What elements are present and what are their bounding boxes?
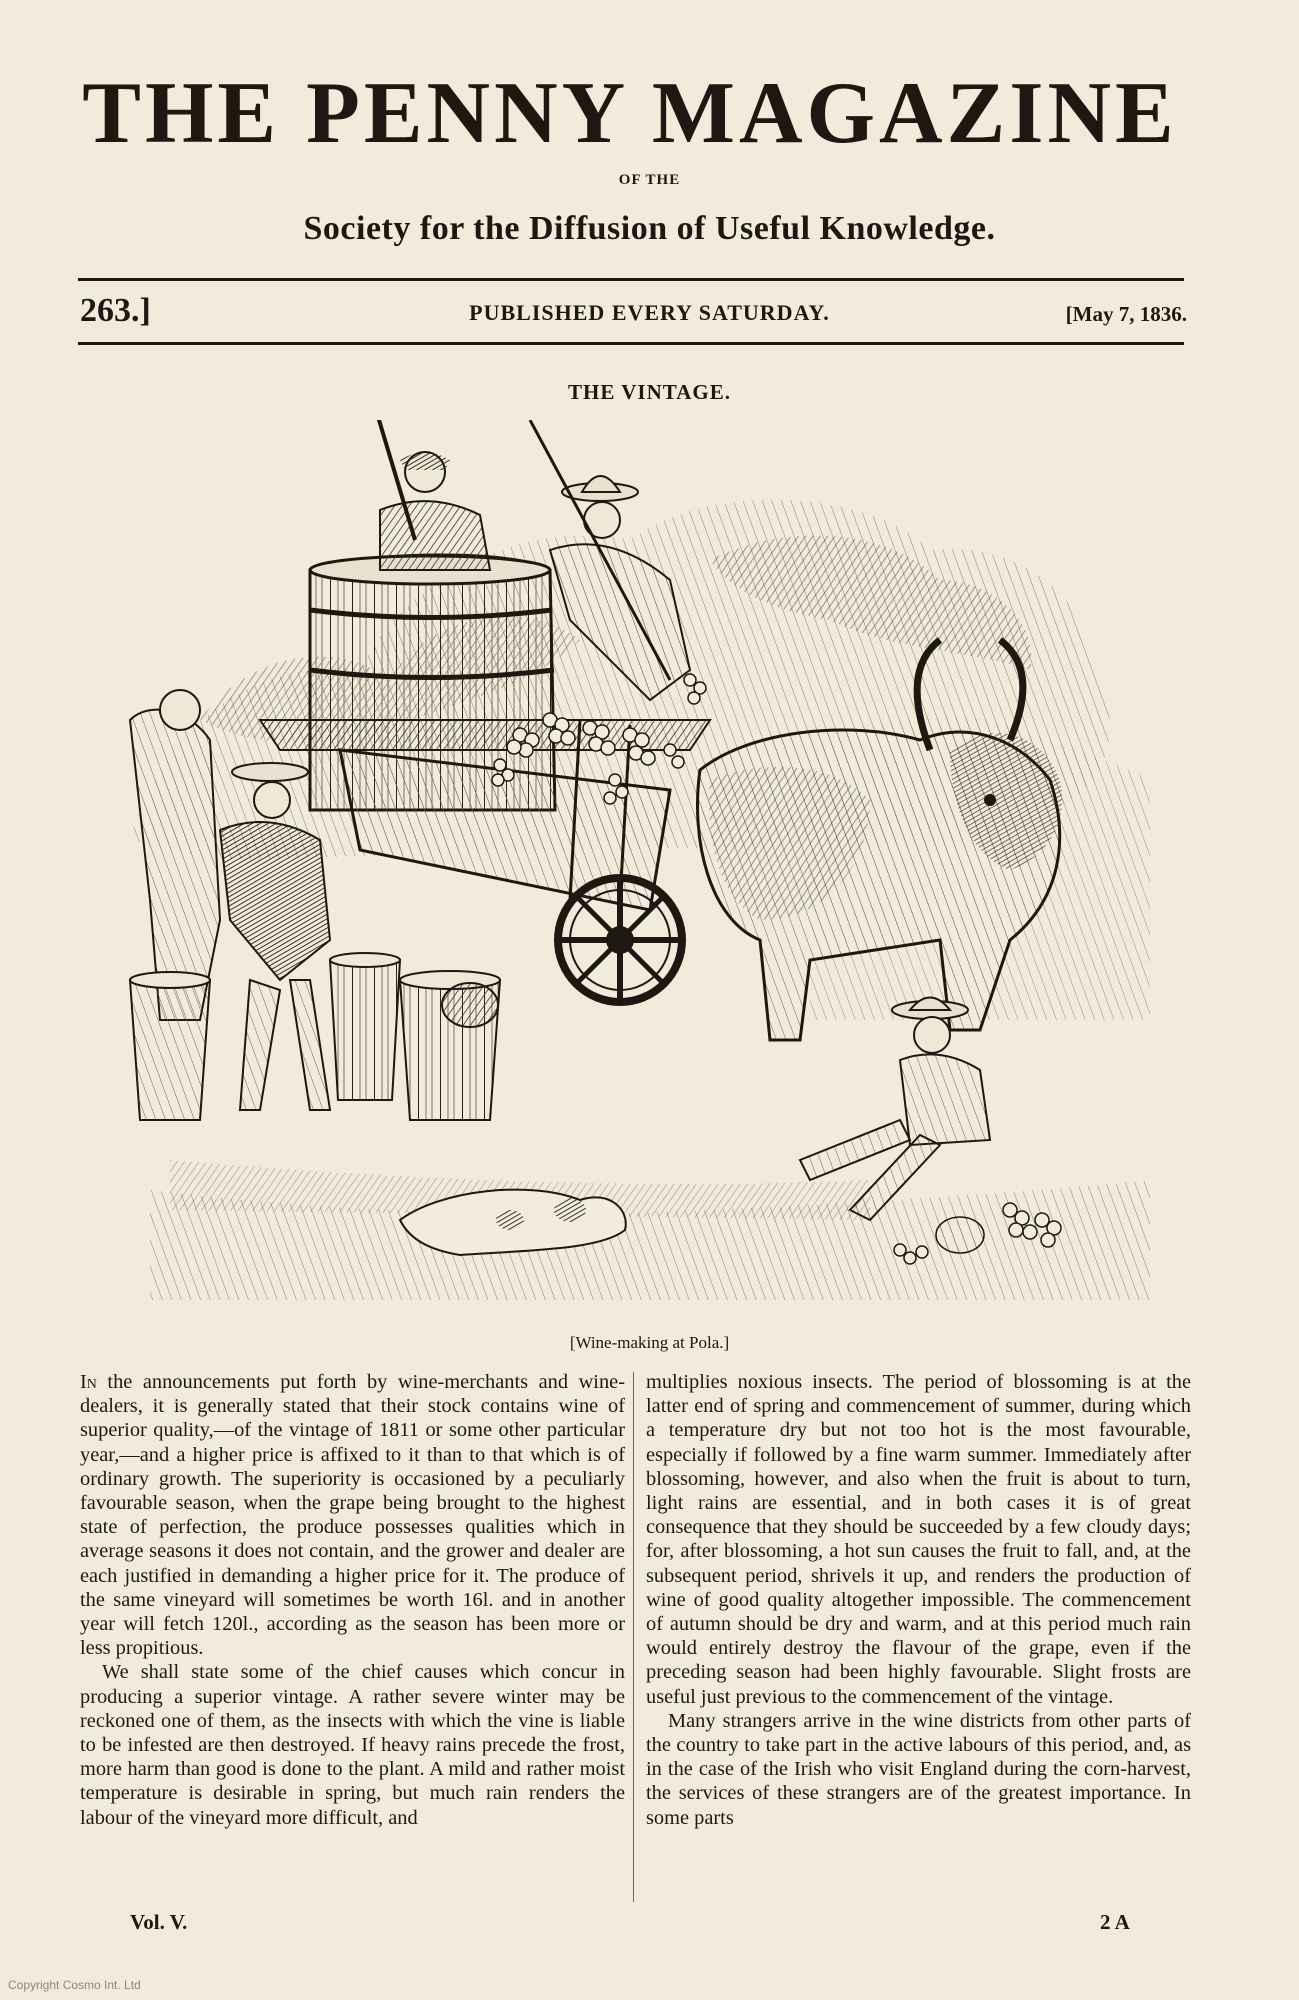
wine-making-engraving (110, 420, 1170, 1310)
text-column-right (646, 1370, 1191, 1910)
issue-number: 263.] (80, 292, 151, 329)
printer-signature: 2 A (1100, 1910, 1130, 1934)
article-title: THE VINTAGE. (568, 380, 731, 404)
text-column-left (80, 1370, 625, 1910)
volume-label: Vol. V. (130, 1910, 188, 1934)
paragraph: We shall state some of the chief causes which concur in producing a superior vintage. A rather severe winter may be reckoned one of them, as the insects with which the vine is liable to be infested are then destroyed. If heavy rains precede the frost, more harm than good is done to the plant. A mild and rather moist temperature is desirable in spring, but much rain renders the labour of the vineyard more difficult, and (80, 1661, 625, 1829)
header-rule-bottom (78, 342, 1184, 345)
paragraph: Many strangers arrive in the wine districts from other parts of the country to take part in the active labours of this period, and, as in the case of the Irish who visit England during the corn-harvest, the services of these strangers are of the greatest importance. In some parts (646, 1709, 1191, 1829)
paragraph (80, 1370, 625, 1660)
header-rule-top (78, 278, 1184, 281)
issue-date: [May 7, 1836. (1065, 302, 1187, 326)
illustration-caption: [Wine-making at Pola.] (569, 1333, 730, 1352)
lead-word: In (80, 1371, 97, 1393)
copyright-notice: Copyright Cosmo Int. Ltd (8, 1978, 141, 1992)
publication-schedule: PUBLISHED EVERY SATURDAY. (469, 300, 830, 325)
cart-wheel (558, 878, 682, 1002)
column-divider (633, 1372, 634, 1902)
paragraph: multiplies noxious insects. The period of blossoming is at the latter end of spring and commencement of summer, during which a temperature dry but not too hot is the most favourable, especially if followed by a fine warm summer. Immediately after blossoming, however, and also when the fruit is about to turn, light rains are essential, and in both cases it is of great consequence that they should be succeeded by a few cloudy days; for, after blossoming, a hot sun causes the fruit to fall, and, at the subsequent period, shrivels it up, and renders the production of wine of good quality altogether impossible. The commencement of autumn should be dry and warm, and at this period much rain would entirely destroy the flavour of the grape, even if the preceding season had been highly favourable. Slight frosts are useful just previous to the commencement of the vintage. (646, 1371, 1191, 1708)
of-the-label: OF THE (618, 172, 681, 188)
masthead-title: THE PENNY MAGAZINE (82, 65, 1178, 162)
society-subtitle: Society for the Diffusion of Useful Knowledge. (303, 210, 996, 247)
paragraph-text: the announcements put forth by wine-merchants and wine-dealers, it is generally stated that their stock contains wine of superior quality,—of the vintage of 1811 or some other particular year,—and a higher price is affixed to it than to that which is of ordinary growth. The superiority is occasioned by a peculiarly favourable season, when the grape being brought to the highest state of perfection, the produce possesses qualities which in average seasons it does not contain, and the grower and dealer are each justified in demanding a higher price for it. The produce of the same vineyard will sometimes be worth 16l. and in another year will fetch 120l., according as the season has been more or less propitious. (80, 1371, 625, 1660)
man-treading-grapes (370, 420, 490, 570)
